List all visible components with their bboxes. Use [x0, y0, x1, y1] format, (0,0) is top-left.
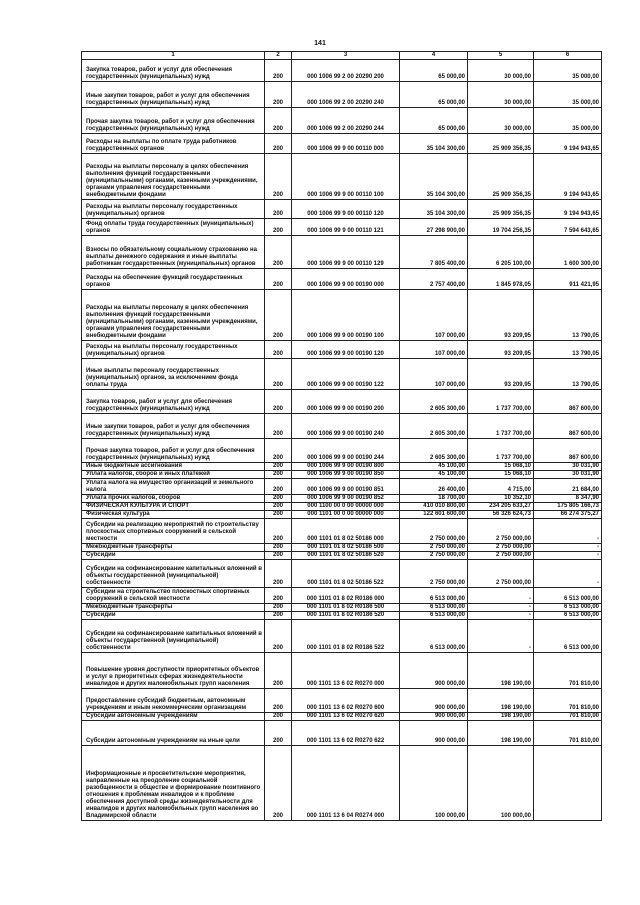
row-unexecuted-cell: 6 513 000,00	[534, 604, 602, 612]
row-classification-cell: 000 1006 99 9 00 00110 100	[292, 154, 400, 200]
row-approved-cell: 107 000,00	[400, 290, 468, 341]
row-unexecuted-cell: 6 513 000,00	[534, 588, 602, 604]
row-approved-cell: 122 601 600,00	[400, 511, 468, 519]
row-code-cell: 200	[265, 604, 292, 612]
row-classification-cell: 000 1006 99 9 00 00190 850	[292, 471, 400, 479]
row-unexecuted-cell: 701 810,00	[534, 713, 602, 721]
row-unexecuted-cell: 701 810,00	[534, 653, 602, 689]
row-classification-cell: 000 1101 01 8 02 50186 500	[292, 544, 400, 552]
row-executed-cell: 30 000,00	[468, 108, 534, 134]
row-code-cell: 200	[265, 552, 292, 560]
row-name-cell: Субсидии	[82, 552, 265, 560]
table-row	[82, 341, 602, 359]
row-code-cell: 200	[265, 236, 292, 269]
row-approved-cell: 6 513 000,00	[400, 620, 468, 653]
row-approved-cell: 2 750 000,00	[400, 544, 468, 552]
row-unexecuted-cell: 175 805 166,73	[534, 503, 602, 511]
row-code-cell: 200	[265, 134, 292, 154]
row-executed-cell: 1 737 700,00	[468, 390, 534, 414]
row-approved-cell: 107 000,00	[400, 341, 468, 359]
header-col-4: 4	[400, 52, 468, 60]
row-code-cell: 200	[265, 588, 292, 604]
row-classification-cell: 000 1006 99 9 00 00190 852	[292, 495, 400, 503]
row-name-cell: Иные выплаты персоналу государственных (муниципальных) органов, за исключением фонда оплаты труда	[82, 359, 265, 390]
row-name-cell: Взносы по обязательному социальному страхованию на выплаты денежного содержания и иные выплаты работникам государственных (муниципальных) органов	[82, 236, 265, 269]
row-executed-cell: 56 326 624,73	[468, 511, 534, 519]
row-unexecuted-cell: 701 810,00	[534, 721, 602, 746]
row-classification-cell: 000 1101 13 6 02 R0270 622	[292, 721, 400, 746]
row-classification-cell: 000 1006 99 9 00 00110 129	[292, 236, 400, 269]
table-row	[82, 200, 602, 219]
row-unexecuted-cell: 6 513 000,00	[534, 620, 602, 653]
row-unexecuted-cell: 30 031,90	[534, 471, 602, 479]
row-approved-cell: 45 100,00	[400, 471, 468, 479]
row-executed-cell: -	[468, 620, 534, 653]
row-name-cell: Повышение уровня доступности приоритетных объектов и услуг в приоритетных сферах жизнедеятельности инвалидов и других маломобильных групп населения	[82, 653, 265, 689]
row-unexecuted-cell: 21 684,00	[534, 479, 602, 495]
row-code-cell: 200	[265, 479, 292, 495]
row-executed-cell: 4 715,00	[468, 479, 534, 495]
row-executed-cell: 1 845 978,05	[468, 269, 534, 290]
row-unexecuted-cell: 30 031,90	[534, 463, 602, 471]
row-name-cell: Расходы на выплаты персоналу в целях обеспечения выполнения функций государственными (муниципальными) органами, казенными учреждениями, органами управления государственными внебюджетными фондами	[82, 154, 265, 200]
table-row	[82, 471, 602, 479]
row-unexecuted-cell	[534, 746, 602, 821]
row-unexecuted-cell: 13 790,05	[534, 290, 602, 341]
row-classification-cell: 000 1006 99 9 00 00190 200	[292, 390, 400, 414]
row-classification-cell: 000 1006 99 9 00 00110 000	[292, 134, 400, 154]
row-code-cell: 200	[265, 359, 292, 390]
row-name-cell: Закупка товаров, работ и услуг для обеспечения государственных (муниципальных) нужд	[82, 60, 265, 82]
row-executed-cell: 25 909 356,35	[468, 154, 534, 200]
row-approved-cell: 107 000,00	[400, 359, 468, 390]
row-approved-cell: 410 010 800,00	[400, 503, 468, 511]
row-approved-cell: 2 750 000,00	[400, 560, 468, 588]
row-code-cell: 200	[265, 463, 292, 471]
row-name-cell: Субсидии автономным учреждениям на иные цели	[82, 721, 265, 746]
row-classification-cell: 000 1006 99 9 00 00190 851	[292, 479, 400, 495]
row-classification-cell: 000 1006 99 9 00 00190 000	[292, 269, 400, 290]
row-unexecuted-cell: 1 600 300,00	[534, 236, 602, 269]
row-code-cell: 200	[265, 653, 292, 689]
row-unexecuted-cell: -	[534, 560, 602, 588]
table-row	[82, 620, 602, 653]
row-code-cell: 200	[265, 108, 292, 134]
row-unexecuted-cell: 9 194 943,65	[534, 154, 602, 200]
row-unexecuted-cell: 13 790,05	[534, 359, 602, 390]
row-executed-cell: -	[468, 588, 534, 604]
row-unexecuted-cell: 911 421,95	[534, 269, 602, 290]
row-executed-cell: 1 737 700,00	[468, 414, 534, 439]
row-name-cell: Предоставление субсидий бюджетным, автономным учреждениям и иным некоммерческим организациям	[82, 689, 265, 713]
row-executed-cell: 198 190,00	[468, 721, 534, 746]
row-code-cell: 200	[265, 200, 292, 219]
row-approved-cell: 65 000,00	[400, 82, 468, 108]
row-approved-cell: 2 605 300,00	[400, 414, 468, 439]
row-executed-cell: 25 909 356,35	[468, 134, 534, 154]
row-executed-cell: 2 750 000,00	[468, 544, 534, 552]
row-name-cell: Расходы на выплаты персоналу государственных (муниципальных) органов	[82, 200, 265, 219]
row-unexecuted-cell: 66 274 375,27	[534, 511, 602, 519]
row-executed-cell: 15 068,10	[468, 471, 534, 479]
row-approved-cell: 35 104 300,00	[400, 154, 468, 200]
row-approved-cell: 2 757 400,00	[400, 269, 468, 290]
table-row	[82, 746, 602, 821]
row-approved-cell: 2 605 300,00	[400, 439, 468, 463]
row-executed-cell: 2 750 000,00	[468, 560, 534, 588]
table-row	[82, 544, 602, 552]
row-code-cell: 200	[265, 620, 292, 653]
row-code-cell: 200	[265, 746, 292, 821]
row-classification-cell: 000 1006 99 2 00 20290 200	[292, 60, 400, 82]
row-executed-cell: 2 750 000,00	[468, 552, 534, 560]
row-executed-cell: -	[468, 604, 534, 612]
row-approved-cell: 6 513 000,00	[400, 604, 468, 612]
row-name-cell: Иные закупки товаров, работ и услуг для обеспечения государственных (муниципальных) нужд	[82, 82, 265, 108]
row-classification-cell: 000 1006 99 9 00 00190 120	[292, 341, 400, 359]
row-approved-cell: 900 000,00	[400, 713, 468, 721]
row-executed-cell: 2 750 000,00	[468, 519, 534, 544]
table-row	[82, 503, 602, 511]
row-code-cell: 200	[265, 219, 292, 236]
row-code-cell: 200	[265, 390, 292, 414]
row-approved-cell: 35 104 300,00	[400, 200, 468, 219]
table-row	[82, 604, 602, 612]
row-name-cell: Информационные и просветительские мероприятия, направленные на преодоление социальной разобщенности в обществе и формирование позитивного отношения к проблемам инвалидов и к проблеме обеспечения доступной среды жизнедеятельности для инвалидов и других маломобильных групп населения во Владимирской области	[82, 746, 265, 821]
table-row	[82, 463, 602, 471]
row-code-cell: 200	[265, 60, 292, 82]
row-executed-cell: 93 209,95	[468, 290, 534, 341]
table-row	[82, 588, 602, 604]
row-executed-cell: -	[468, 612, 534, 620]
row-approved-cell: 900 000,00	[400, 721, 468, 746]
row-executed-cell: 198 190,00	[468, 689, 534, 713]
row-name-cell: Уплата прочих налогов, сборов	[82, 495, 265, 503]
header-col-2: 2	[265, 52, 292, 60]
row-code-cell: 200	[265, 414, 292, 439]
row-approved-cell: 100 000,00	[400, 746, 468, 821]
table-row	[82, 219, 602, 236]
row-executed-cell: 234 205 633,27	[468, 503, 534, 511]
row-code-cell: 200	[265, 341, 292, 359]
table-row	[82, 653, 602, 689]
row-name-cell: Межбюджетные трансферты	[82, 544, 265, 552]
row-name-cell: Субсидии на строительство плоскостных спортивных сооружений в сельской местности	[82, 588, 265, 604]
row-unexecuted-cell: 867 600,00	[534, 439, 602, 463]
row-classification-cell: 000 1101 01 8 02 R0186 500	[292, 604, 400, 612]
row-name-cell: Субсидии автономным учреждениям	[82, 713, 265, 721]
row-classification-cell: 000 1101 01 8 02 50186 000	[292, 519, 400, 544]
row-code-cell: 200	[265, 439, 292, 463]
table-row	[82, 439, 602, 463]
row-approved-cell: 65 000,00	[400, 108, 468, 134]
table-body	[82, 60, 602, 821]
table-row	[82, 552, 602, 560]
row-classification-cell: 000 1101 01 8 02 R0186 520	[292, 612, 400, 620]
table-row	[82, 236, 602, 269]
row-name-cell: Иные закупки товаров, работ и услуг для обеспечения государственных (муниципальных) нужд	[82, 414, 265, 439]
header-col-5: 5	[468, 52, 534, 60]
row-approved-cell: 65 000,00	[400, 60, 468, 82]
row-code-cell: 200	[265, 689, 292, 713]
row-executed-cell: 19 704 256,35	[468, 219, 534, 236]
row-executed-cell: 93 209,95	[468, 359, 534, 390]
row-unexecuted-cell: 6 513 000,00	[534, 612, 602, 620]
row-code-cell: 200	[265, 544, 292, 552]
row-executed-cell: 30 000,00	[468, 82, 534, 108]
row-classification-cell: 000 1006 99 9 00 00110 121	[292, 219, 400, 236]
table-row	[82, 511, 602, 519]
row-classification-cell: 000 1101 01 8 02 R0186 000	[292, 588, 400, 604]
row-classification-cell: 000 1006 99 9 00 00190 122	[292, 359, 400, 390]
table-row	[82, 713, 602, 721]
row-unexecuted-cell: 9 194 943,65	[534, 134, 602, 154]
row-name-cell: Прочая закупка товаров, работ и услуг для обеспечения государственных (муниципальных) нужд	[82, 108, 265, 134]
row-classification-cell: 000 1006 99 2 00 20290 240	[292, 82, 400, 108]
row-approved-cell: 900 000,00	[400, 653, 468, 689]
table-row	[82, 560, 602, 588]
header-col-6: 6	[534, 52, 602, 60]
table-row	[82, 721, 602, 746]
row-approved-cell: 35 104 300,00	[400, 134, 468, 154]
row-name-cell: Расходы на обеспечение функций государственных органов	[82, 269, 265, 290]
table-row	[82, 269, 602, 290]
table-row	[82, 154, 602, 200]
row-executed-cell: 30 000,00	[468, 60, 534, 82]
row-classification-cell: 000 1101 13 6 02 R0270 620	[292, 713, 400, 721]
header-col-3: 3	[292, 52, 400, 60]
row-name-cell: Закупка товаров, работ и услуг для обеспечения государственных (муниципальных) нужд	[82, 390, 265, 414]
table-row	[82, 390, 602, 414]
table-row	[82, 134, 602, 154]
row-code-cell: 200	[265, 471, 292, 479]
row-executed-cell: 15 068,10	[468, 463, 534, 471]
row-classification-cell: 000 1006 99 9 00 00110 120	[292, 200, 400, 219]
row-classification-cell: 000 1006 99 9 00 00190 244	[292, 439, 400, 463]
row-executed-cell: 10 352,10	[468, 495, 534, 503]
row-classification-cell: 000 1006 99 9 00 00190 800	[292, 463, 400, 471]
page-number: 141	[314, 40, 326, 47]
row-classification-cell: 000 1101 00 0 00 00000 000	[292, 511, 400, 519]
row-code-cell: 200	[265, 495, 292, 503]
row-code-cell: 200	[265, 511, 292, 519]
row-executed-cell: 93 209,95	[468, 341, 534, 359]
row-unexecuted-cell: -	[534, 519, 602, 544]
row-classification-cell: 000 1006 99 2 00 20290 244	[292, 108, 400, 134]
row-name-cell: Субсидии на софинансирование капитальных вложений в объекты государственной (муниципальной) собственности	[82, 620, 265, 653]
row-approved-cell: 7 805 400,00	[400, 236, 468, 269]
row-name-cell: Расходы на выплаты персоналу в целях обеспечения выполнения функций государственными (муниципальными) органами, казенными учреждениями, органами управления государственными внебюджетными фондами	[82, 290, 265, 341]
row-name-cell: ФИЗИЧЕСКАЯ КУЛЬТУРА И СПОРТ	[82, 503, 265, 511]
row-approved-cell: 27 298 900,00	[400, 219, 468, 236]
row-approved-cell: 2 605 300,00	[400, 390, 468, 414]
row-approved-cell: 26 400,00	[400, 479, 468, 495]
row-classification-cell: 000 1101 13 6 02 R0270 000	[292, 653, 400, 689]
row-classification-cell: 000 1006 99 9 00 00190 100	[292, 290, 400, 341]
row-approved-cell: 900 000,00	[400, 689, 468, 713]
row-classification-cell: 000 1101 13 6 04 R0274 000	[292, 746, 400, 821]
row-executed-cell: 198 190,00	[468, 653, 534, 689]
table-row	[82, 60, 602, 82]
table-row	[82, 689, 602, 713]
row-classification-cell: 000 1100 00 0 00 00000 000	[292, 503, 400, 511]
table-row	[82, 414, 602, 439]
row-unexecuted-cell: 867 600,00	[534, 414, 602, 439]
table-row	[82, 495, 602, 503]
row-code-cell: 200	[265, 82, 292, 108]
row-name-cell: Уплата налогов, сборов и иных платежей	[82, 471, 265, 479]
row-name-cell: Иные бюджетные ассигнования	[82, 463, 265, 471]
table-row	[82, 359, 602, 390]
row-code-cell: 200	[265, 612, 292, 620]
row-unexecuted-cell: 35 000,00	[534, 108, 602, 134]
row-executed-cell: 1 737 700,00	[468, 439, 534, 463]
row-code-cell: 200	[265, 290, 292, 341]
row-name-cell: Уплата налога на имущество организаций и земельного налога	[82, 479, 265, 495]
row-code-cell: 200	[265, 154, 292, 200]
row-unexecuted-cell: -	[534, 544, 602, 552]
row-name-cell: Фонд оплаты труда государственных (муниципальных) органов	[82, 219, 265, 236]
table-header-row	[82, 52, 602, 60]
row-classification-cell: 000 1101 01 8 02 50186 522	[292, 560, 400, 588]
table-row	[82, 479, 602, 495]
row-unexecuted-cell: 867 600,00	[534, 390, 602, 414]
table-row	[82, 612, 602, 620]
row-code-cell: 200	[265, 519, 292, 544]
row-classification-cell: 000 1006 99 9 00 00190 240	[292, 414, 400, 439]
budget-table	[81, 51, 602, 821]
row-code-cell: 200	[265, 721, 292, 746]
row-code-cell: 200	[265, 269, 292, 290]
row-name-cell: Субсидии на софинансирование капитальных вложений в объекты государственной (муниципальной) собственности	[82, 560, 265, 588]
row-code-cell: 200	[265, 713, 292, 721]
row-unexecuted-cell: 7 594 643,65	[534, 219, 602, 236]
row-name-cell: Расходы на выплаты по оплате труда работников государственных органов	[82, 134, 265, 154]
row-code-cell: 200	[265, 503, 292, 511]
table-row	[82, 519, 602, 544]
row-approved-cell: 45 100,00	[400, 463, 468, 471]
row-unexecuted-cell: 8 347,90	[534, 495, 602, 503]
row-approved-cell: 6 513 000,00	[400, 612, 468, 620]
row-classification-cell: 000 1101 01 8 02 50186 520	[292, 552, 400, 560]
row-unexecuted-cell: -	[534, 552, 602, 560]
table-row	[82, 82, 602, 108]
row-approved-cell: 2 750 000,00	[400, 519, 468, 544]
table-row	[82, 108, 602, 134]
row-executed-cell: 25 909 356,35	[468, 200, 534, 219]
row-approved-cell: 18 700,00	[400, 495, 468, 503]
row-classification-cell: 000 1101 01 8 02 R0186 522	[292, 620, 400, 653]
row-executed-cell: 6 205 100,00	[468, 236, 534, 269]
row-approved-cell: 2 750 000,00	[400, 552, 468, 560]
row-unexecuted-cell: 13 790,05	[534, 341, 602, 359]
row-name-cell: Межбюджетные трансферты	[82, 604, 265, 612]
row-approved-cell: 6 513 000,00	[400, 588, 468, 604]
row-name-cell: Физическая культура	[82, 511, 265, 519]
row-unexecuted-cell: 9 194 943,65	[534, 200, 602, 219]
row-code-cell: 200	[265, 560, 292, 588]
row-classification-cell: 000 1101 13 6 02 R0270 600	[292, 689, 400, 713]
row-executed-cell: 100 000,00	[468, 746, 534, 821]
row-unexecuted-cell: 35 000,00	[534, 82, 602, 108]
row-name-cell: Субсидии на реализацию мероприятий по строительству плоскостных спортивных сооружений в сельской местности	[82, 519, 265, 544]
table-row	[82, 290, 602, 341]
row-executed-cell: 198 190,00	[468, 713, 534, 721]
row-name-cell: Расходы на выплаты персоналу государственных (муниципальных) органов	[82, 341, 265, 359]
row-name-cell: Субсидии	[82, 612, 265, 620]
row-unexecuted-cell: 701 810,00	[534, 689, 602, 713]
row-unexecuted-cell: 35 000,00	[534, 60, 602, 82]
header-col-1: 1	[82, 52, 265, 60]
row-name-cell: Прочая закупка товаров, работ и услуг для обеспечения государственных (муниципальных) нужд	[82, 439, 265, 463]
